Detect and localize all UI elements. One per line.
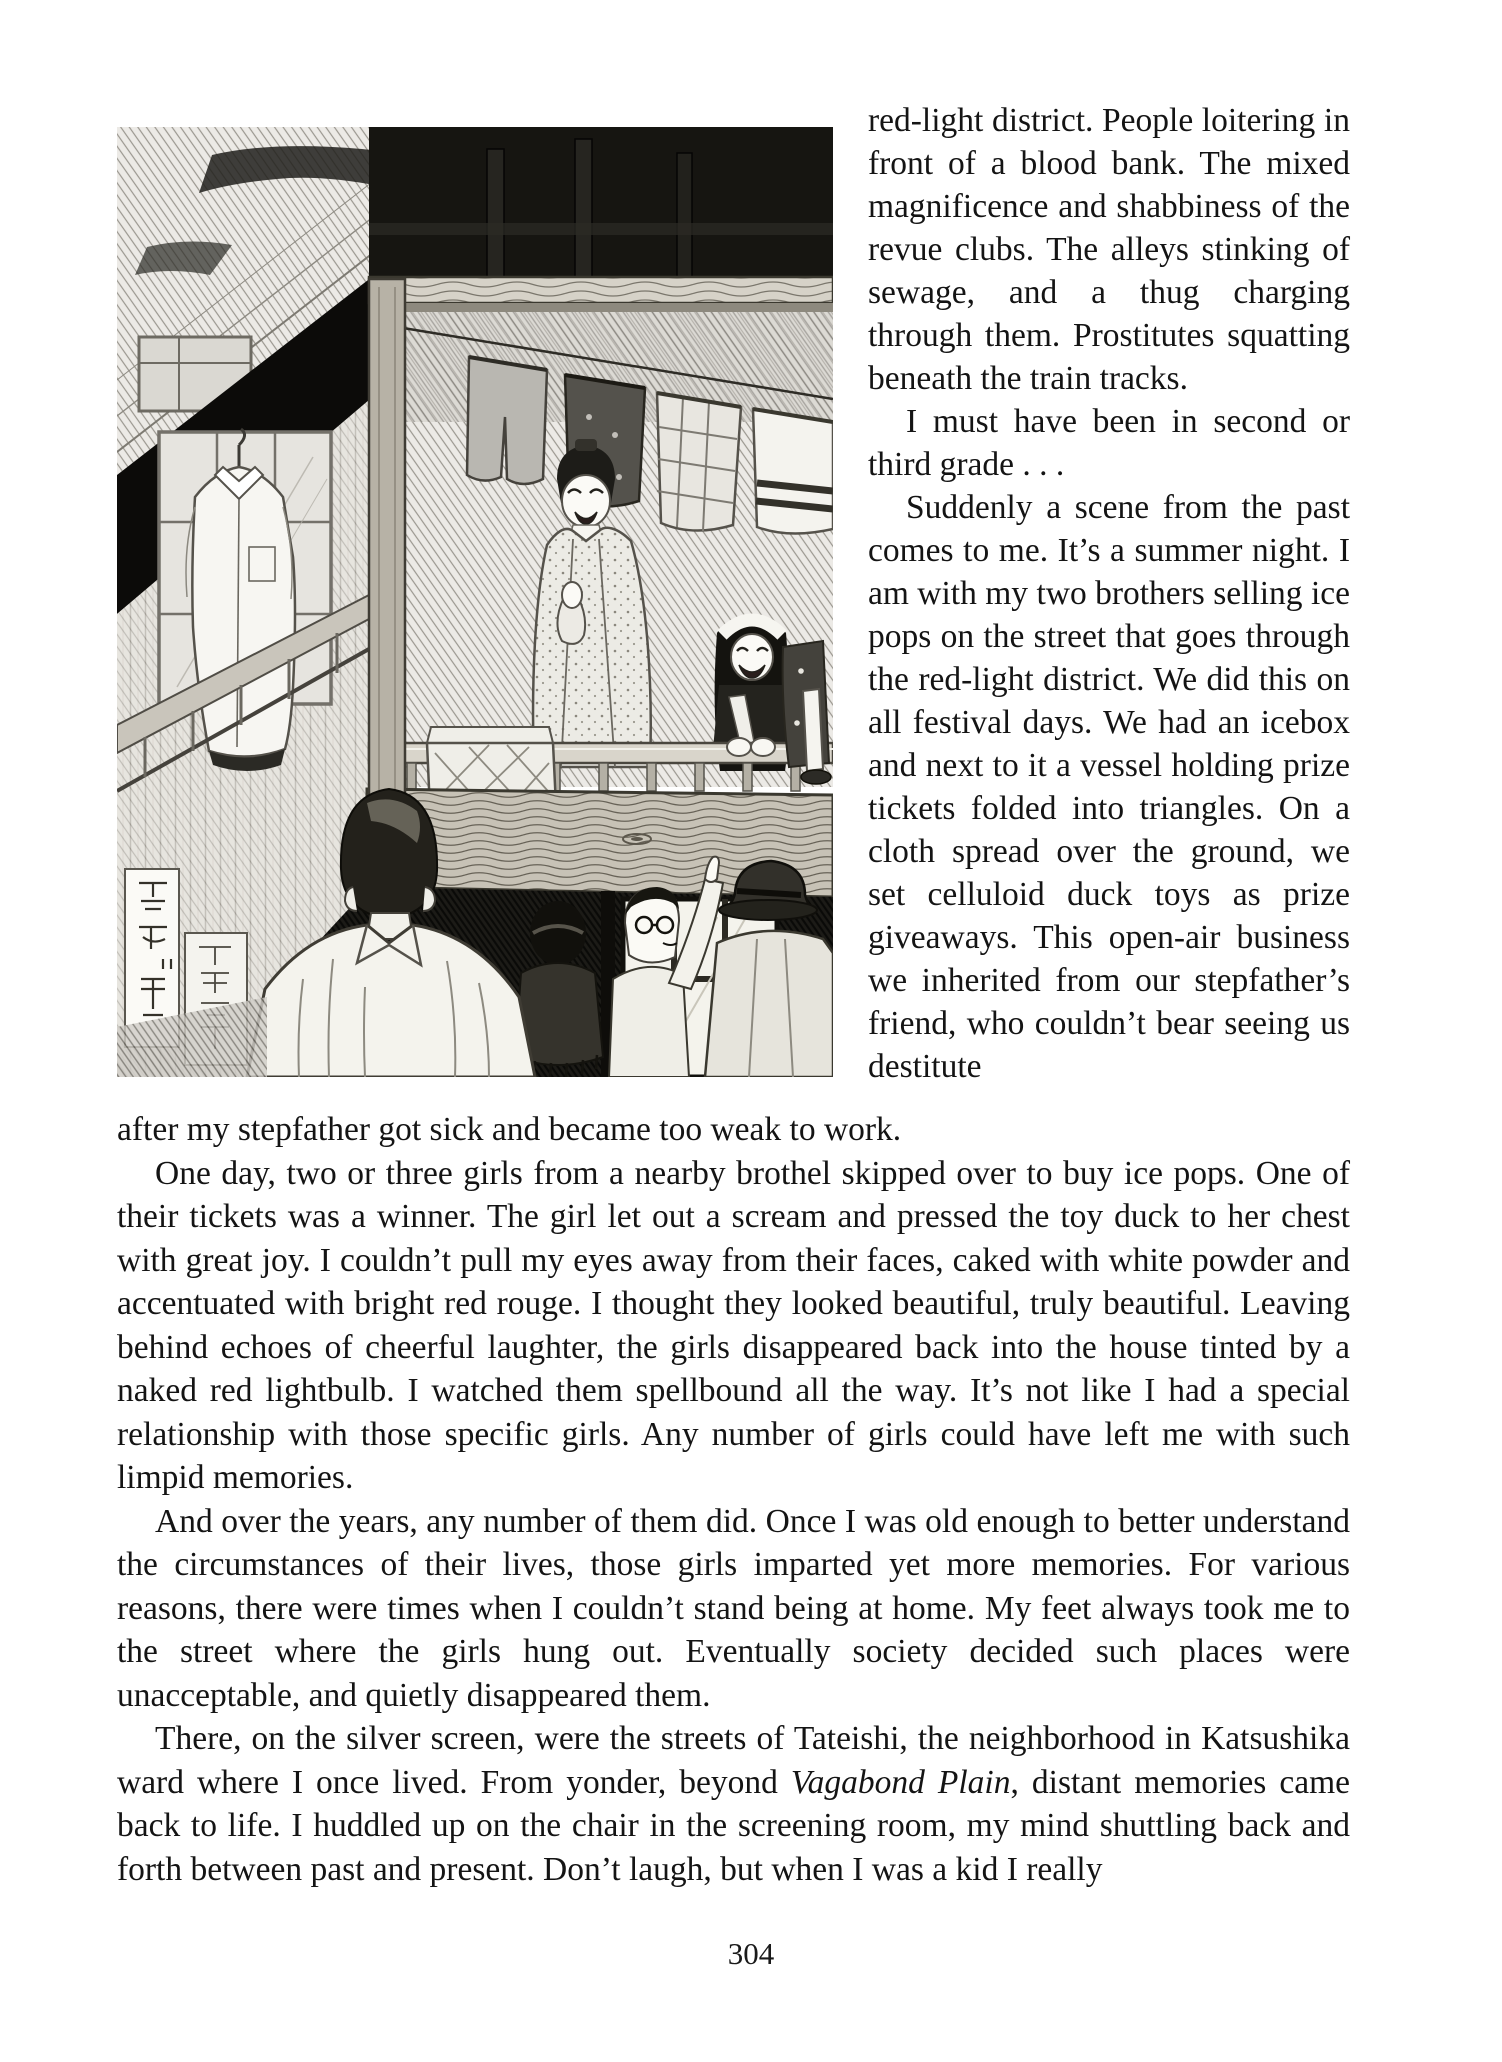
paragraph: I must have been in second or third grade . . . xyxy=(868,403,1350,483)
laundry-towel-striped-icon xyxy=(753,409,833,534)
kimono-leg-icon xyxy=(783,641,831,784)
laundry-towel-grey-icon xyxy=(467,357,547,484)
paragraph: Suddenly a scene from the past comes to me. It’s a summer night. I am with my two brothers selling ice pops on the street that goes through the red-light district. We did this on all festival days. We had an icebox and next to it a vessel holding prize tickets folded into triangles. On a cloth spread over the ground, we set celluloid duck toys as prize giveaways. This open-air business we inherited from our stepfather’s friend, who couldn’t bear seeing us destitute xyxy=(868,489,1350,1085)
right-text-column xyxy=(868,99,1350,1088)
main-text-block xyxy=(117,1108,1350,1891)
paragraph: One day, two or three girls from a nearby brothel skipped over to buy ice pops. One of their tickets was a winner. The girl let out a scream and pressed the toy duck to her chest with great joy. I couldn’t pull my eyes away from their faces, caked with white powder and accentuated with bright red rouge. I thought they looked beautiful, truly beautiful. Leaving behind echoes of cheerful laughter, the girls disappeared back into the house tinted by a naked red lightbulb. I watched them spellbound all the way. It’s not like I had a special relationship with those specific girls. Any number of girls could have left me with such limpid memories. xyxy=(117,1154,1350,1496)
page-number: 304 xyxy=(727,1936,775,1971)
paragraph-text: , distant memories came back to life. I huddled up on the chair in the screening room, my mind shuttling back and forth between past and present. Don’t laugh, but when I was a kid I really xyxy=(117,1763,1350,1888)
paragraph: after my stepfather got sick and became too weak to work. xyxy=(117,1111,902,1148)
manga-illustration-svg xyxy=(117,127,833,1077)
italic-title: Vagabond Plain xyxy=(790,1763,1011,1801)
balcony-beam-icon xyxy=(369,277,833,312)
paragraph: red-light district. People loitering in front of a blood bank. The mixed magnificence and shabbiness of the revue clubs. The alleys stinking of sewage, and a thug charging through them. Prostitutes squatting beneath the train tracks. xyxy=(868,102,1350,397)
corner-post-icon xyxy=(369,279,405,839)
paragraph-text: There, on the silver screen, were the streets of Tateishi, the neighborhood in Katsushika ward where I once lived. From yonder, beyond xyxy=(117,1720,1350,1801)
manga-illustration xyxy=(117,127,833,1077)
laundry-cloth-checkered-icon xyxy=(657,393,741,531)
second-floor-interior xyxy=(369,127,833,279)
paragraph xyxy=(117,1717,1350,1891)
paragraph: And over the years, any number of them did. Once I was old enough to better understand the circumstances of their lives, those girls imparted yet more memories. For various reasons, there were times when I couldn’t stand being at home. My feet always took me to the street where the girls hung out. Eventually society decided such places were unacceptable, and quietly disappeared them. xyxy=(117,1502,1350,1714)
